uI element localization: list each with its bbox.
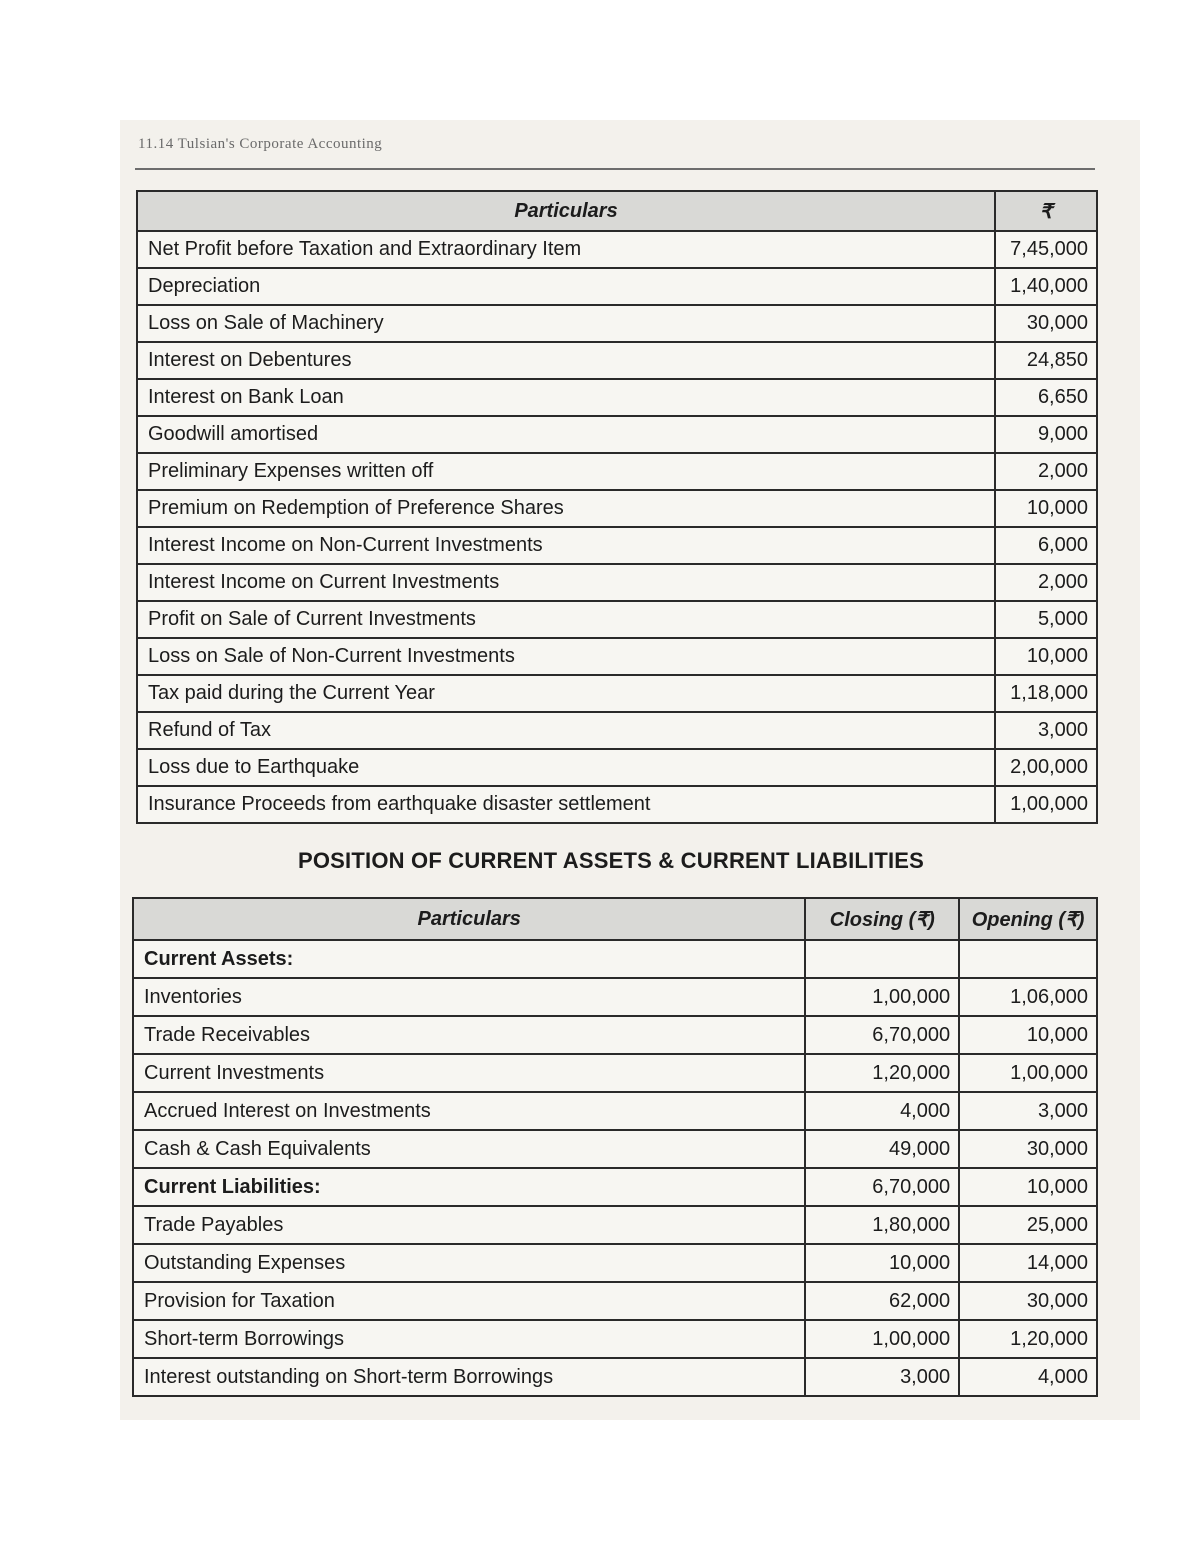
row-label: Preliminary Expenses written off (137, 453, 995, 490)
closing-header: Closing (₹) (805, 898, 959, 940)
table-row (137, 601, 1097, 638)
row-label: Profit on Sale of Current Investments (137, 601, 995, 638)
row-label: Loss on Sale of Machinery (137, 305, 995, 342)
row-amount: 1,40,000 (995, 268, 1097, 305)
row-closing: 1,00,000 (805, 978, 959, 1016)
row-amount: 3,000 (995, 712, 1097, 749)
adjustments-table (136, 190, 1098, 824)
table-row (137, 490, 1097, 527)
table-row (137, 564, 1097, 601)
particulars-header: Particulars (133, 898, 805, 940)
table-row (133, 1130, 1097, 1168)
row-amount: 1,00,000 (995, 786, 1097, 823)
running-head: 11.14 Tulsian's Corporate Accounting (138, 136, 383, 152)
table-row (133, 1358, 1097, 1396)
row-closing: 1,00,000 (805, 1320, 959, 1358)
row-amount: 9,000 (995, 416, 1097, 453)
row-label: Interest Income on Non-Current Investments (137, 527, 995, 564)
row-amount: 2,000 (995, 453, 1097, 490)
table-row (137, 712, 1097, 749)
row-closing: 1,80,000 (805, 1206, 959, 1244)
row-amount: 2,00,000 (995, 749, 1097, 786)
row-amount: 24,850 (995, 342, 1097, 379)
table-row (137, 231, 1097, 268)
row-opening: 4,000 (959, 1358, 1097, 1396)
table-row (137, 675, 1097, 712)
table-row (133, 1282, 1097, 1320)
table-header-row (133, 898, 1097, 940)
section-title: POSITION OF CURRENT ASSETS & CURRENT LIABILITIES (298, 848, 925, 873)
table-row (137, 268, 1097, 305)
opening-header: Opening (₹) (959, 898, 1097, 940)
row-closing: 3,000 (805, 1358, 959, 1396)
table-row (133, 940, 1097, 978)
row-label: Trade Receivables (133, 1016, 805, 1054)
row-label: Depreciation (137, 268, 995, 305)
row-label: Interest Income on Current Investments (137, 564, 995, 601)
table-row (137, 416, 1097, 453)
row-opening: 30,000 (959, 1282, 1097, 1320)
row-label: Tax paid during the Current Year (137, 675, 995, 712)
table-row (133, 1320, 1097, 1358)
table-row (137, 527, 1097, 564)
row-label: Loss due to Earthquake (137, 749, 995, 786)
row-amount: 10,000 (995, 638, 1097, 675)
table-row (133, 1054, 1097, 1092)
row-label: Cash & Cash Equivalents (133, 1130, 805, 1168)
row-closing: 6,70,000 (805, 1016, 959, 1054)
table-row (133, 1206, 1097, 1244)
row-opening: 30,000 (959, 1130, 1097, 1168)
row-amount: 1,18,000 (995, 675, 1097, 712)
table-row (137, 342, 1097, 379)
row-closing: 4,000 (805, 1092, 959, 1130)
row-amount: 6,650 (995, 379, 1097, 416)
row-closing: 49,000 (805, 1130, 959, 1168)
row-label: Insurance Proceeds from earthquake disaster settlement (137, 786, 995, 823)
table-row (133, 1168, 1097, 1206)
row-closing (805, 940, 959, 978)
row-amount: 10,000 (995, 490, 1097, 527)
row-label: Provision for Taxation (133, 1282, 805, 1320)
row-opening: 1,20,000 (959, 1320, 1097, 1358)
rupee-header: ₹ (995, 191, 1097, 231)
table-row (133, 1016, 1097, 1054)
row-amount: 30,000 (995, 305, 1097, 342)
group-heading: Current Assets: (133, 940, 805, 978)
row-opening: 10,000 (959, 1168, 1097, 1206)
row-amount: 2,000 (995, 564, 1097, 601)
table-row (133, 978, 1097, 1016)
row-label: Short-term Borrowings (133, 1320, 805, 1358)
row-label: Accrued Interest on Investments (133, 1092, 805, 1130)
row-closing: 1,20,000 (805, 1054, 959, 1092)
row-opening: 1,06,000 (959, 978, 1097, 1016)
row-label: Trade Payables (133, 1206, 805, 1244)
row-opening: 1,00,000 (959, 1054, 1097, 1092)
row-closing: 10,000 (805, 1244, 959, 1282)
table-row (137, 786, 1097, 823)
table-row (137, 453, 1097, 490)
current-position-table (132, 897, 1098, 1397)
row-label: Outstanding Expenses (133, 1244, 805, 1282)
row-opening (959, 940, 1097, 978)
row-opening: 3,000 (959, 1092, 1097, 1130)
table-row (133, 1092, 1097, 1130)
particulars-header: Particulars (137, 191, 995, 231)
row-opening: 25,000 (959, 1206, 1097, 1244)
row-label: Net Profit before Taxation and Extraordinary Item (137, 231, 995, 268)
header-rule (135, 168, 1095, 170)
row-label: Refund of Tax (137, 712, 995, 749)
row-label: Interest outstanding on Short-term Borrowings (133, 1358, 805, 1396)
row-label: Interest on Debentures (137, 342, 995, 379)
row-opening: 14,000 (959, 1244, 1097, 1282)
table-row (137, 638, 1097, 675)
row-label: Inventories (133, 978, 805, 1016)
table-row (137, 749, 1097, 786)
table-row (133, 1244, 1097, 1282)
row-opening: 10,000 (959, 1016, 1097, 1054)
table-row (137, 305, 1097, 342)
row-label: Current Investments (133, 1054, 805, 1092)
table-row (137, 379, 1097, 416)
table-header-row (137, 191, 1097, 231)
row-label: Loss on Sale of Non-Current Investments (137, 638, 995, 675)
row-closing: 62,000 (805, 1282, 959, 1320)
row-label: Premium on Redemption of Preference Shares (137, 490, 995, 527)
row-amount: 6,000 (995, 527, 1097, 564)
row-amount: 5,000 (995, 601, 1097, 638)
row-amount: 7,45,000 (995, 231, 1097, 268)
row-label: Interest on Bank Loan (137, 379, 995, 416)
group-heading: Current Liabilities: (133, 1168, 805, 1206)
row-label: Goodwill amortised (137, 416, 995, 453)
row-closing: 6,70,000 (805, 1168, 959, 1206)
